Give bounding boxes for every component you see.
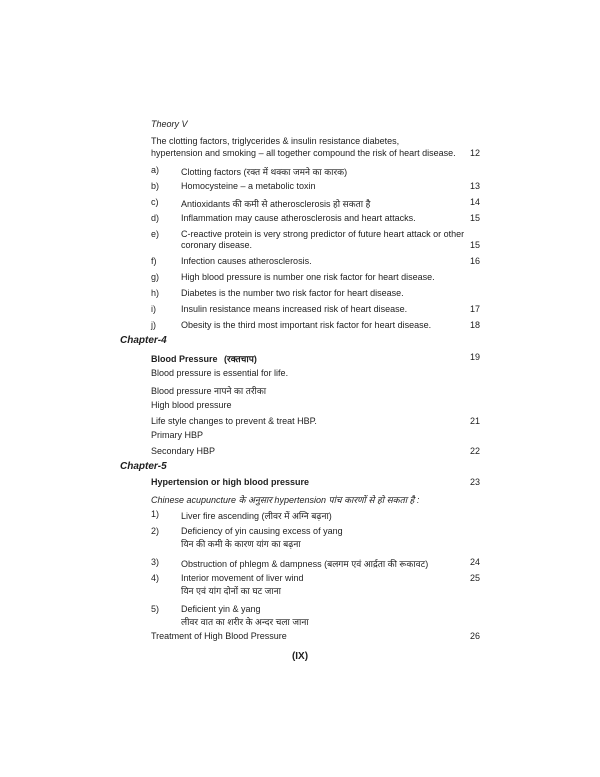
toc-item-letter: d) (151, 213, 160, 223)
toc-item-number: 5) (151, 604, 160, 614)
toc-item-page: 15 (469, 240, 480, 250)
toc-item-number: 2) (151, 526, 160, 536)
chapter-5-page: 23 (469, 477, 480, 487)
toc-item-number: 3) (151, 557, 160, 567)
toc-item-text-continued: coronary disease. (181, 240, 253, 250)
toc-item-text-hindi: यिन की कमी के कारण यांग का बढ़ना (181, 539, 301, 549)
toc-entry-page: 22 (469, 446, 480, 456)
toc-item-page: 16 (469, 256, 480, 266)
chapter-4-title (151, 352, 257, 365)
toc-item-text: Obstruction of phlegm & dampness (बलगम एवं आर्द्रता की रूकावट) (181, 559, 429, 569)
toc-item-text: Inflammation may cause atherosclerosis and heart attacks. (181, 213, 416, 223)
toc-item-letter: e) (151, 229, 160, 239)
toc-item-page: 15 (469, 213, 480, 223)
toc-item-letter: b) (151, 181, 160, 191)
toc-entry: Primary HBP (151, 430, 204, 440)
toc-item-text: Homocysteine – a metabolic toxin (181, 181, 316, 191)
toc-item-page: 25 (469, 573, 480, 583)
toc-item-number: 4) (151, 573, 160, 583)
toc-item-text: Liver fire ascending (लीवर में अग्नि बढ़ना) (181, 511, 332, 521)
chapter-4-title-hindi: (रक्तचाप) (224, 354, 257, 364)
toc-item-number: 1) (151, 509, 160, 519)
toc-item-text-hindi: लीवर वात का शरीर के अन्दर चला जाना (181, 617, 309, 627)
treatment-entry: Treatment of High Blood Pressure (151, 631, 287, 641)
toc-item-text: High blood pressure is number one risk factor for heart disease. (181, 272, 435, 282)
toc-item-letter: i) (151, 304, 156, 314)
toc-item-letter: h) (151, 288, 160, 298)
chapter-5-subtitle: Chinese acupuncture के अनुसार hypertension पांच कारणों से हो सकता है : (151, 495, 420, 505)
toc-item-page: 17 (469, 304, 480, 314)
theory-heading: Theory V (151, 119, 188, 129)
toc-item-text: Infection causes atherosclerosis. (181, 256, 312, 266)
toc-item-text: Antioxidants की कमी से atherosclerosis हो सकता है (181, 199, 371, 209)
toc-item-letter: a) (151, 165, 160, 175)
toc-item-text-hindi: यिन एवं यांग दोनों का घट जाना (181, 586, 282, 596)
toc-item-text: C-reactive protein is very strong predictor of future heart attack or other (181, 229, 465, 239)
toc-entry: High blood pressure (151, 400, 232, 410)
chapter-5-label: Chapter-5 (120, 461, 167, 472)
theory-intro-page: 12 (469, 148, 480, 158)
toc-entry: Blood pressure नापने का तरीका (151, 386, 267, 396)
toc-entry: Life style changes to prevent & treat HBP. (151, 416, 317, 426)
theory-intro-line2: hypertension and smoking – all together compound the risk of heart disease. (151, 148, 456, 158)
toc-item-text: Insulin resistance means increased risk of heart disease. (181, 304, 408, 314)
chapter-4-title-text: Blood Pressure (151, 354, 218, 364)
toc-item-text: Interior movement of liver wind (181, 573, 304, 583)
theory-intro-line1: The clotting factors, triglycerides & insulin resistance diabetes, (151, 136, 400, 146)
toc-item-page: 18 (469, 320, 480, 330)
chapter-4-page: 19 (469, 352, 480, 362)
toc-item-text: Obesity is the third most important risk factor for heart disease. (181, 320, 432, 330)
toc-item-page: 24 (469, 557, 480, 567)
toc-entry: Blood pressure is essential for life. (151, 368, 289, 378)
toc-item-letter: j) (151, 320, 156, 330)
toc-item-letter: f) (151, 256, 157, 266)
chapter-5-title: Hypertension or high blood pressure (151, 477, 310, 487)
toc-item-page: 13 (469, 181, 480, 191)
toc-item-letter: g) (151, 272, 160, 282)
page-number: (IX) (291, 651, 309, 662)
treatment-page: 26 (469, 631, 480, 641)
toc-entry-page: 21 (469, 416, 480, 426)
toc-item-text: Diabetes is the number two risk factor for heart disease. (181, 288, 404, 298)
toc-item-page: 14 (469, 197, 480, 207)
toc-item-text: Clotting factors (रक्त में थक्का जमने का कारक) (181, 167, 348, 177)
toc-item-text: Deficiency of yin causing excess of yang (181, 526, 343, 536)
chapter-4-label: Chapter-4 (120, 335, 167, 346)
toc-entry: Secondary HBP (151, 446, 216, 456)
toc-item-text: Deficient yin & yang (181, 604, 261, 614)
toc-item-letter: c) (151, 197, 159, 207)
